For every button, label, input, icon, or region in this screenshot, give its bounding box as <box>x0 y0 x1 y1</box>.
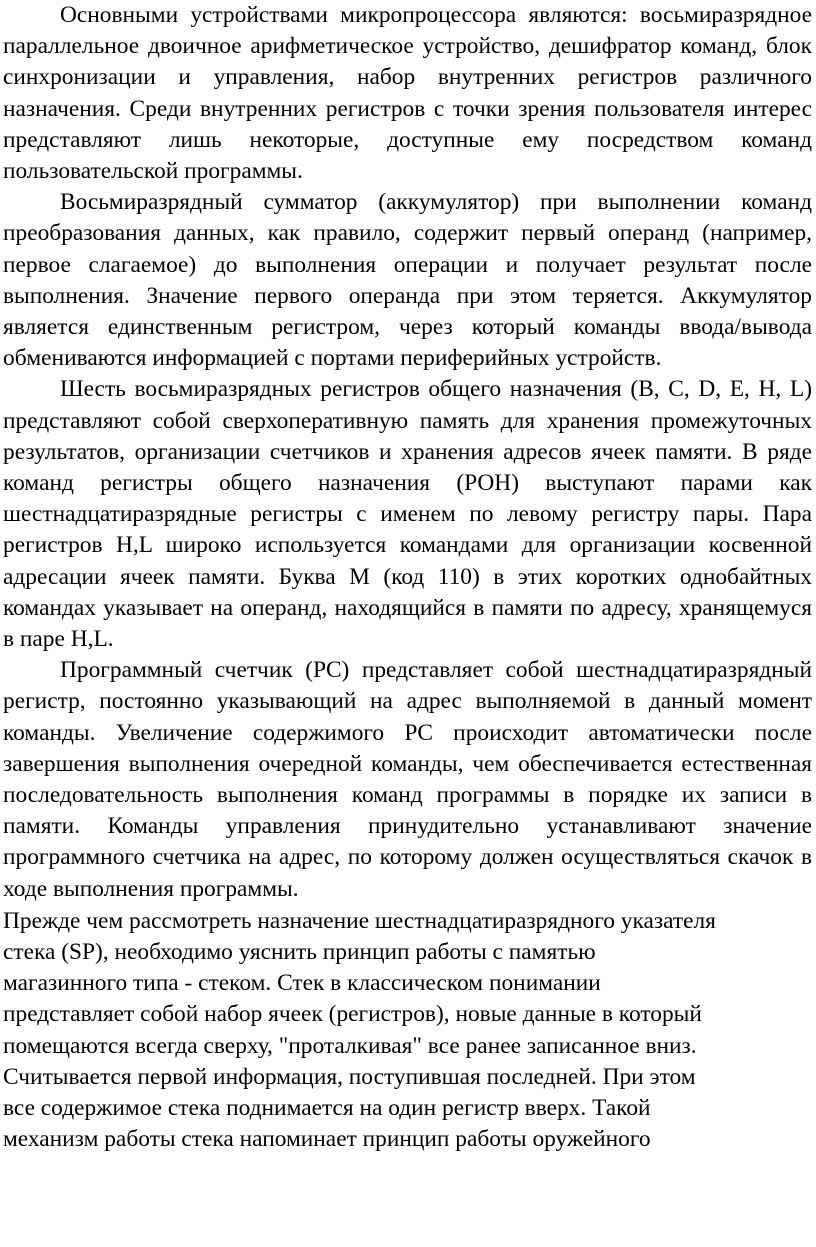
text-line: магазинного типа - стеком. Стек в классическом понимании <box>3 970 601 997</box>
text-line: Считывается первой информация, поступившая последней. При этом <box>3 1063 696 1090</box>
paragraph-program-counter: Программный счетчик (PC) представляет собой шестнадцатиразрядный регистр, постоянно указывающий на адрес выполняемой в данный момент команды. Увеличение содержимого PC происходит автоматически после завершения выполнения очередной команды, чем обеспечивается естественная последовательность выполнения команд программы в порядке их записи в памяти. Команды управления принудительно устанавливают значение программного счетчика на адрес, по которому должен осуществляться скачок в ходе выполнения программы. <box>3 657 812 902</box>
paragraph-general-registers: Шесть восьмиразрядных регистров общего назначения (B, C, D, E, H, L) представляют собой сверхоперативную память для хранения промежуточных результатов, организации счетчиков и хранения адресов ячеек памяти. В ряде команд регистры общего назначения (РОН) выступают парами как шестнадцатиразрядные регистры с именем по левому регистру пары. Пара регистров H,L широко используется командами для организации косвенной адресации ячеек памяти. Буква M (код 110) в этих коротких однобайтных командах указывает на операнд, находящийся в памяти по адресу, хранящемуся в паре H,L. <box>3 376 812 653</box>
text-line: Прежде чем рассмотреть назначение шестнадцатиразрядного указателя <box>3 907 716 934</box>
text-line: помещаются всегда сверху, "проталкивая" все ранее записанное вниз. <box>3 1032 697 1059</box>
paragraph-accumulator: Восьмиразрядный сумматор (аккумулятор) при выполнении команд преобразования данных, как правило, содержит первый операнд (например, первое слагаемое) до выполнения операции и получает результат после выполнения. Значение первого операнда при этом теряется. Аккумулятор является единственным регистром, через который команды ввода/вывода обмениваются информацией с портами периферийных устройств. <box>3 189 812 372</box>
paragraph-stack-pointer <box>3 905 812 1156</box>
text-line: все содержимое стека поднимается на один регистр вверх. Такой <box>3 1095 651 1122</box>
text-line: стека (SP), необходимо уяснить принцип работы с памятью <box>3 939 596 966</box>
text-line: представляет собой набор ячеек (регистров), новые данные в который <box>3 1001 702 1028</box>
paragraph-microprocessor-devices: Основными устройствами микропроцессора являются: восьмиразрядное параллельное двоичное арифметическое устройство, дешифратор команд, блок синхронизации и управления, набор внутренних регистров различного назначения. Среди внутренних регистров с точки зрения пользователя интерес представляют лишь некоторые, доступные ему посредством команд пользовательской программы. <box>3 2 812 185</box>
text-line: механизм работы стека напоминает принцип работы оружейного <box>3 1126 651 1153</box>
